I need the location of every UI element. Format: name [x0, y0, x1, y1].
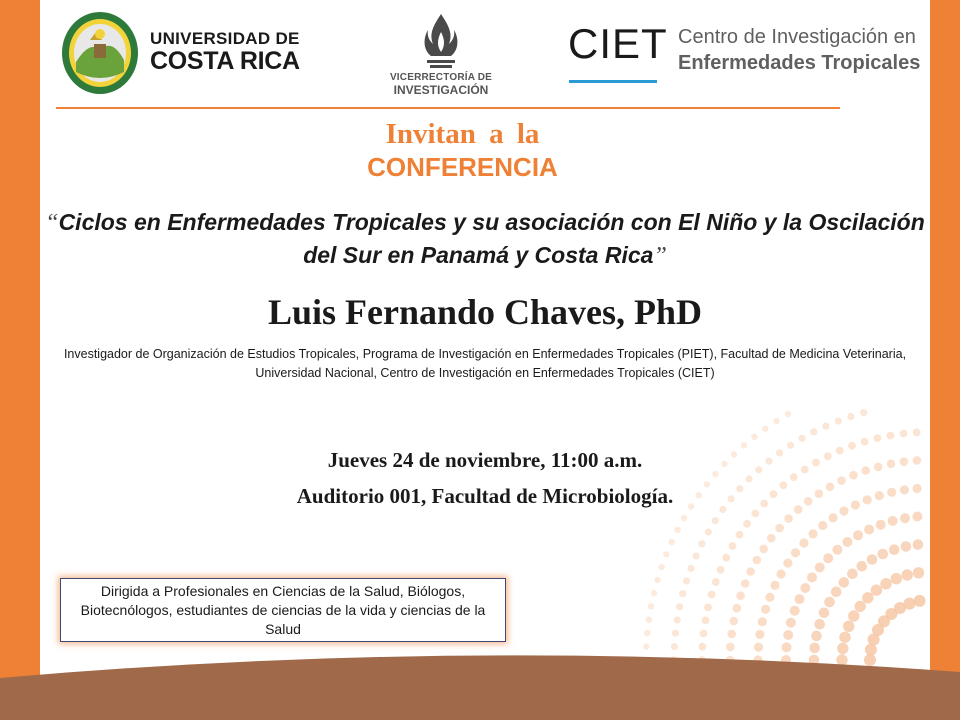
talk-title: [40, 206, 930, 272]
vice-line2: INVESTIGACIÓN: [393, 83, 489, 97]
vice-wordmark: [380, 72, 502, 96]
ucr-line2: COSTA RICA: [150, 47, 300, 75]
event-date: Jueves 24 de noviembre, 11:00 a.m.: [327, 448, 643, 472]
ciet-line2: Enfermedades Tropicales: [678, 52, 921, 74]
speaker-affiliation: Investigador de Organización de Estudios Tropicales, Programa de Investigación en Enfermedades Tropicales (PIET), Facultad de Medicina Veterinaria, Universidad Nacional, Centro de Investigación en Enfermedades Tropicales (CIET): [63, 347, 907, 380]
invite-heading: Invitan a la: [385, 118, 540, 150]
ciet-wordmark: [678, 24, 920, 76]
ucr-wordmark: [150, 30, 300, 74]
speaker-name: Luis Fernando Chaves, PhD: [267, 292, 703, 332]
vice-flame-icon: [419, 12, 463, 70]
audience-text: Dirigida a Profesionales en Ciencias de la Salud, Biólogos, Biotecnólogos, estudiantes de ciencias de la vida y ciencias de la Salud: [80, 583, 486, 637]
ciet-abbreviation: CIET: [568, 20, 668, 67]
ucr-seal-logo: [60, 10, 140, 96]
ucr-line1: UNIVERSIDAD DE: [150, 29, 300, 48]
close-quote: ”: [653, 243, 667, 269]
ciet-underline: [569, 80, 657, 83]
conference-heading: CONFERENCIA: [367, 152, 558, 182]
event-place: Auditorio 001, Facultad de Microbiología.: [296, 484, 674, 508]
audience-box: [60, 578, 506, 642]
ciet-line1: Centro de Investigación en: [678, 26, 916, 48]
talk-title-text: Ciclos en Enfermedades Tropicales y su asociación con El Niño y la Oscilación del Sur en Panamá y Costa Rica: [58, 209, 925, 268]
vice-line1: VICERRECTORÍA DE: [389, 72, 493, 83]
header-divider: [56, 107, 840, 109]
open-quote: “: [45, 210, 59, 236]
